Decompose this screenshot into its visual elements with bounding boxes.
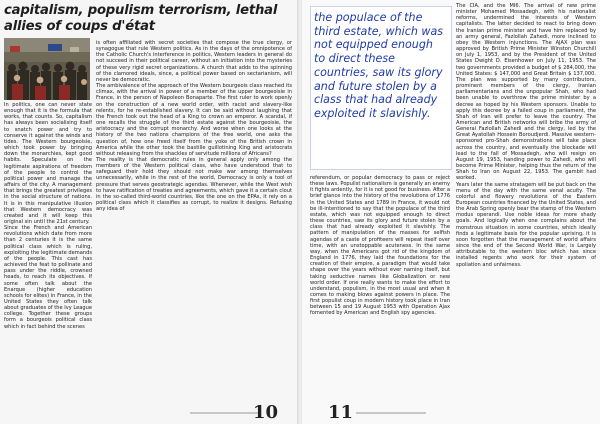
pull-quote: the populace of the third estate, which was not equipped enough to direct these countries, saw its glory and future stolen by a class that had already exploited it slavishly.: [314, 11, 444, 120]
left-column-1: In politics, one can never state enough that it is the formula that works, that counts. So, capitalism has always been socialising itself to snatch power and try to conserve it against the winds and tides. The Western bourgeoisie, which took power by bringing down the monarchies, kept good habits. Speculate on the legitimate aspirations of freedom of the people to control the political power and manage the affairs of the city. A management that brings the greatest privileges in the social structure of nations. It is in this manipulative illusion that Western democracy was created and it will keep this original sin until the 21st century. Since the French and American revolutions which date from more than 2 centuries it is the same political class which is ruling, exploiting the legitimate demands of the people. This cast has achieved the feat to pollinate and pass under the riddle, crowned heads, to reach its objectives. If some often talk about the Enarque (higher education schools for elites) in France, in the United States they often talk about graduates of the Ivy League college. Together these groups form a bourgeois political class which in fact behind the scenes: [4, 102, 92, 330]
left-page: [0, 0, 298, 424]
page-number-left: 10: [252, 402, 278, 423]
right-column-1: referendum, or popular democracy to pass or reject these laws. Populist nationalism is generally an enemy it fights ardently, for it is not good for business. After a brief glance into the history of the revolutions of 1776 in the United States and 1789 in France, it would not be ill-intentioned to say that the populace of the third estate, which was not equipped enough to direct these countries, saw its glory and future stolen by a class that had already exploited it slavishly. The pattern of manipulation of the masses for selfish agendas of a caste of profiteers will repeat itself over time, with an unstoppable acuteness. In the same way, when the Americans got rid of the kingdom of England in 1776, they laid the foundations for the creation of their empire, a paradigm that would take shape over the years without ever naming itself, but taking seductive names like Globalization or new world order. If one really wants to make the effort to understand, populism, in the most usual and when it comes to making blows against powers in place. The first populist coup in modern history took place in Iran between 15 and 19 August 1953 with Operation Ajax fomented by American and English spy agencies.: [310, 175, 450, 317]
left-column-2: is often affiliated with secret societies that compose the true clergy, or synagogue that rule Western politics. As in the days of the omnipotence of the Catholic Church's interference in politics, Western leaders in general do not succeed in their political career, without an initiation into the mysteries of these very rigid secret organizations. A church that adds to the spinning of the clamored ideals, since, a political power based on sectarianism, will never be democratic. The ambivalence of the approach of the Western bourgeois class reached its climax, with the arrival in power of a member of the upper bourgeoisie in France, in the person of Napoleon Bonaparte. The first ruler to work openly on the construction of a new world order, with racist and slavery-like relents, for he re-established slavery. It can be said without laughing that the French took out the head of a King to crown an emperor. A scandal, if one recalls the struggle of the third estate against the bourgeoisie, the aristocracy and the corrupt monarchy. And worse when one looks at the history of the two nations champions of the free world, one asks the question of, how one freed itself from the yoke of the British crown in America while the other took the bastille guillotining King and aristocrats without releasing from the shackles of servitude millions of Africans? The reality is that democratic rules in general apply only among the members of the Western political class, who have understood that to safeguard their hold they should not make war among themselves unnecessarily, while in the rest of the world, Democracy is only a tool of pressure that serves geostrategic agendas. Whenever, while the West wish to have ratification of treaties and agreements, which gave it a certain clout in the so-called third-world countries, like the one on the EPAs, it rely on a political class which it classifies as corrupt, to realize it designs. Refusing any idea of: [96, 40, 292, 213]
page-number-rule: [190, 412, 260, 414]
right-page: [302, 0, 600, 424]
page-number-rule: [356, 412, 426, 414]
pull-quote-box: [310, 6, 452, 170]
crowd-photo: [4, 38, 90, 100]
right-column-2: The CIA, and the MI6. The arrival of new prime minister Mohamed Mossadegh, with his nationalist reforms, undermined the interests of Western capitalists. The latter decided to react to bring down the Iranian prime minister and have him replaced by an army general, Fazlollah Zahedi, more inclined to obey the Western injunctions. The AJAX plan was approved by British Prime Minister Winston Churchill on July 1, 1953, and by the President of the United States Dwight D. Eisenhower on July 11, 1953. The two governments provided a budget of $ 284,000, the United States: $ 147,000 and Great Britain $ 137,000. The plan was supported by many contributors, prominent members of the clergy, Iranian parliamentarians and the unpopular Shah, who had been unable to overthrow the prime minister by a decree as hoped by his Western sponsors. Unable to apply this decree by a failed coup in parliament, the Shah of Iran will prefer to leave the country. The American and British networks will bribe the army of General Fazlollah Zahedi and the clergy, led by the Great Ayatollah Hossein Boroudjerdi. Massive western-sponsored pro-Shah demonstrations will take place across the country, and eventually the blockade will lead to the fall of Mossadegh, who will resign on August 19, 1953, handing power to Zahedi, who will become Prime Minister, helping thus the return of the Shah to Iran on August 22, 1953. The gambit had worked. Years later the same stratagem will be put back on the menu of the day with the same venal acuity. The colorful and flowery revolutions of the Eastern European countries financed by the United States, and the Arab Spring openly bear the stamp of the Western modus operandi. Use noble ideas for more shady goals. And logically when one complains about the monstrous situation in some countries, which ideally finds a legitimate basis for the popular uprising, it is soon forgotten that the management of world affairs since the end of the Second World War, is Largely attributable to the western bloc which has since installed regents who work for their system of spoliation and unfairness.: [456, 3, 596, 268]
article-title: capitalism, populism terrorism, lethal allies of coups d'état: [4, 3, 278, 34]
page-number-right: 11: [328, 402, 354, 423]
crowd-photo-icon: [4, 38, 90, 100]
